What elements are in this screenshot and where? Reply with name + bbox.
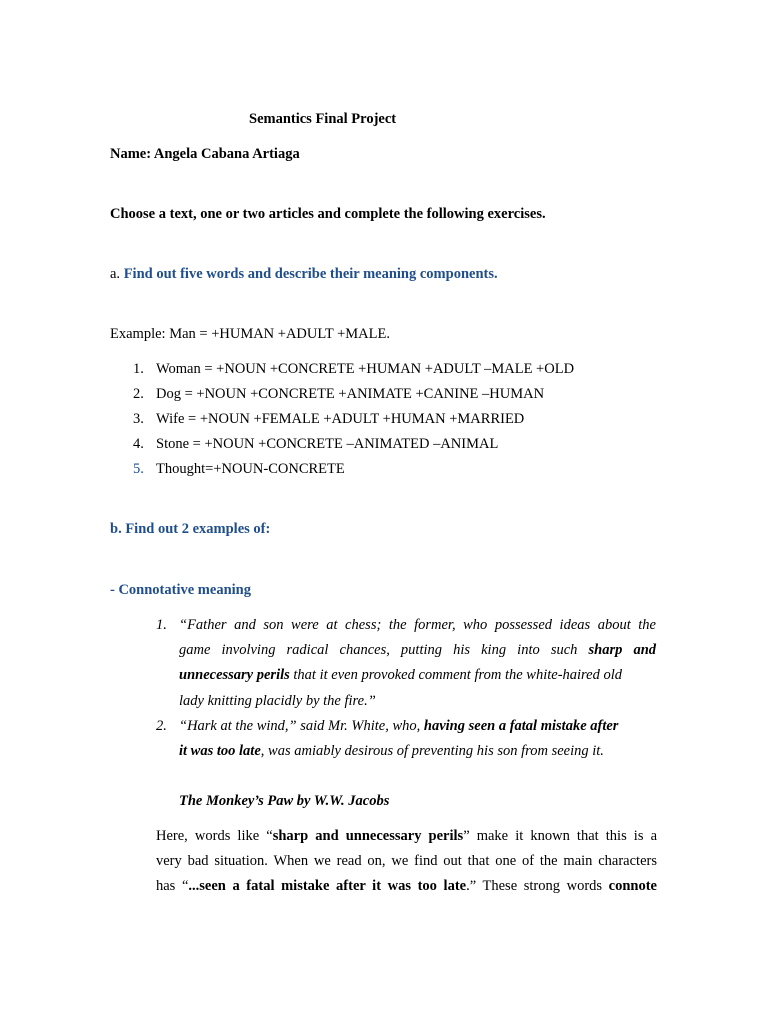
quote-2-emphasis: having seen a fatal mistake after [423, 718, 619, 734]
instruction: Choose a text, one or two articles and complete the following exercises. [110, 206, 546, 222]
quote-1-line-3 [179, 667, 622, 684]
quote-1-emphasis: unnecessary perils [179, 667, 290, 683]
list-number: 1. [133, 361, 144, 377]
section-a-heading [110, 266, 498, 283]
section-b-heading: b. Find out 2 examples of: [110, 521, 271, 537]
list-item-text: Stone = +NOUN +CONCRETE –ANIMATED –ANIMAL [156, 436, 499, 452]
quote-2-line-1 [179, 718, 618, 735]
quote-1-line-2 [179, 642, 656, 659]
list-item [133, 386, 144, 403]
paragraph-text: Here, words like “ [156, 828, 273, 844]
list-number: 3. [133, 411, 144, 427]
paragraph-text: ” make it known that this is a [463, 828, 657, 844]
section-a-prefix: a. [110, 266, 121, 282]
example-line: Example: Man = +HUMAN +ADULT +MALE. [110, 326, 390, 342]
section-a-text: Find out five words and describe their meaning components. [123, 266, 498, 282]
list-item [133, 361, 144, 378]
list-number: 2. [133, 386, 144, 402]
list-number: 5. [133, 461, 144, 477]
connotative-heading: - Connotative meaning [110, 582, 251, 598]
paragraph-text: .” These strong words [466, 878, 609, 894]
list-item-text: Thought=+NOUN-CONCRETE [156, 461, 345, 477]
list-item [133, 461, 144, 478]
quote-1-text: game involving radical chances, putting his king into such [179, 642, 578, 658]
list-item [133, 411, 144, 428]
quote-1-text: that it even provoked comment from the white-haired old [289, 667, 622, 683]
paragraph-emphasis: connote [608, 878, 657, 894]
paragraph-emphasis: sharp and unnecessary perils [272, 828, 464, 844]
quote-1-line-1: “Father and son were at chess; the former, who possessed ideas about the [179, 617, 656, 633]
source-citation: The Monkey’s Paw by W.W. Jacobs [179, 793, 390, 809]
paragraph-line-1 [156, 828, 657, 845]
list-number: 4. [133, 436, 144, 452]
list-item-text: Wife = +NOUN +FEMALE +ADULT +HUMAN +MARRIED [156, 411, 525, 427]
paragraph-text: has “ [156, 878, 189, 894]
quote-2-number: 2. [156, 718, 167, 734]
list-item-text: Dog = +NOUN +CONCRETE +ANIMATE +CANINE –HUMAN [156, 386, 545, 402]
author-name: Name: Angela Cabana Artiaga [110, 146, 300, 162]
list-item-text: Woman = +NOUN +CONCRETE +HUMAN +ADULT –MALE +OLD [156, 361, 575, 377]
quote-2-text: , was amiably desirous of preventing his son from seeing it. [260, 743, 604, 759]
quote-1-emphasis: sharp and [588, 642, 657, 658]
quote-1-number: 1. [156, 617, 167, 633]
document-title: Semantics Final Project [249, 111, 397, 127]
quote-2-emphasis: it was too late [179, 743, 261, 759]
paragraph-emphasis: ...seen a fatal mistake after it was too late [188, 878, 467, 894]
quote-2-text: “Hark at the wind,” said Mr. White, who, [179, 718, 424, 734]
list-item [133, 436, 144, 453]
paragraph-line-3 [156, 878, 657, 895]
paragraph-line-2: very bad situation. When we read on, we find out that one of the main characters [156, 853, 657, 869]
quote-2-line-2 [179, 743, 604, 760]
quote-1-line-4: lady knitting placidly by the fire.” [179, 693, 376, 709]
